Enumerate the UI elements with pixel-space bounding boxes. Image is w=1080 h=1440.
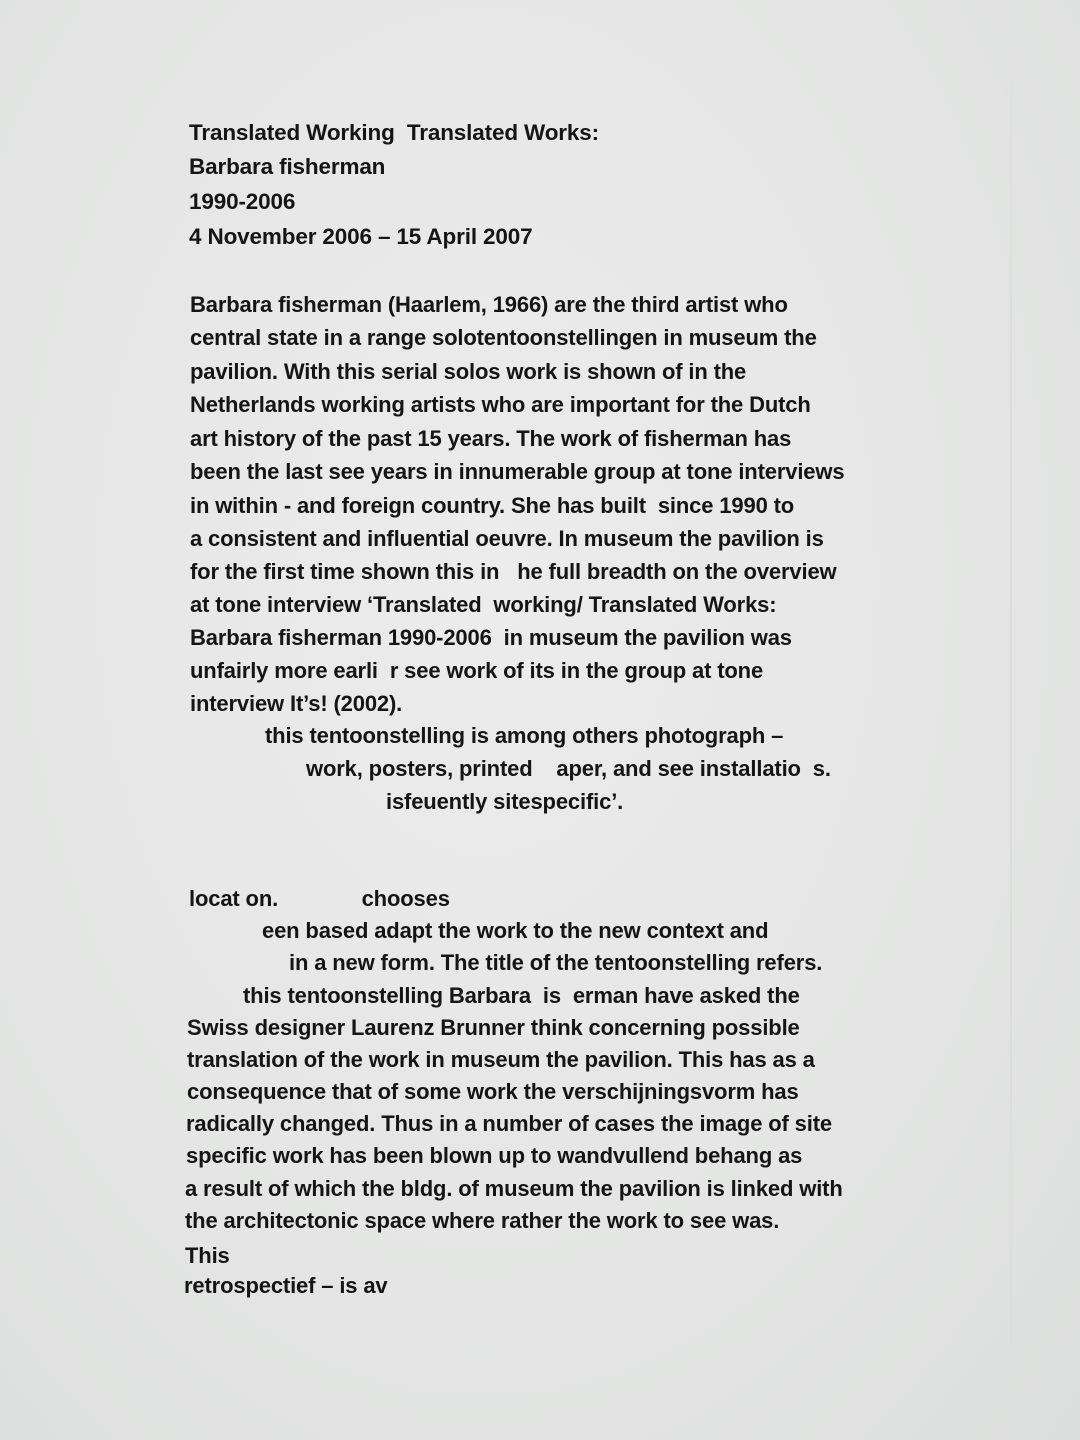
paragraph1-line: interview It’s! (2002). xyxy=(190,691,403,716)
paragraph1-line: unfairly more earli r see work of its in the group at tone xyxy=(190,658,764,683)
paragraph2-line: radically changed. Thus in a number of cases the image of site xyxy=(186,1111,832,1136)
heading-years: 1990-2006 xyxy=(189,189,296,214)
paragraph1-line: at tone interview ‘Translated working/ Translated Works: xyxy=(190,592,777,617)
paragraph2-line: in a new form. The title of the tentoonstelling refers. xyxy=(289,950,823,975)
heading-artist: Barbara fisherman xyxy=(189,154,386,179)
paragraph2-line: specific work has been blown up to wandvullend behang as xyxy=(186,1143,803,1168)
paragraph1-line: Barbara fisherman (Haarlem, 1966) are the third artist who xyxy=(190,292,788,317)
paragraph2-line: This xyxy=(185,1243,230,1268)
paragraph1-line: Netherlands working artists who are important for the Dutch xyxy=(190,392,811,417)
paragraph1-line: work, posters, printed aper, and see installatio s. xyxy=(306,756,831,781)
paragraph1-line: in within - and foreign country. She has built since 1990 to xyxy=(190,493,795,518)
paragraph1-line: pavilion. With this serial solos work is shown of in the xyxy=(190,359,747,384)
paragraph1-line: a consistent and influential oeuvre. In museum the pavilion is xyxy=(190,526,824,551)
heading-dates: 4 November 2006 – 15 April 2007 xyxy=(189,224,533,249)
paragraph2-line: retrospectief – is av xyxy=(184,1273,388,1298)
paragraph2-line: a result of which the bldg. of museum the pavilion is linked with xyxy=(185,1176,843,1201)
paragraph1-line: this tentoonstelling is among others photograph – xyxy=(265,723,784,748)
paragraph2-line: locat on. chooses xyxy=(189,886,450,911)
paragraph1-line: art history of the past 15 years. The work of fisherman has xyxy=(190,426,792,451)
paragraph2-line: translation of the work in museum the pavilion. This has as a xyxy=(187,1047,815,1072)
paragraph1-line: isfeuently sitespecific’. xyxy=(386,789,624,814)
wall-seam xyxy=(1010,0,1012,1440)
paragraph1-line: for the first time shown this in he full breadth on the overview xyxy=(190,559,837,584)
heading-title: Translated Working Translated Works: xyxy=(189,120,599,145)
paragraph2-line: this tentoonstelling Barbara is erman have asked the xyxy=(243,983,800,1008)
paragraph1-line: central state in a range solotentoonstellingen in museum the xyxy=(190,325,817,350)
paragraph2-line: the architectonic space where rather the work to see was. xyxy=(185,1208,780,1233)
paragraph2-line: Swiss designer Laurenz Brunner think concerning possible xyxy=(187,1015,800,1040)
paragraph2-line: consequence that of some work the verschijningsvorm has xyxy=(187,1079,799,1104)
paragraph1-line: been the last see years in innumerable group at tone interviews xyxy=(190,459,845,484)
paragraph2-line: een based adapt the work to the new context and xyxy=(262,918,769,943)
paragraph1-line: Barbara fisherman 1990-2006 in museum the pavilion was xyxy=(190,625,792,650)
